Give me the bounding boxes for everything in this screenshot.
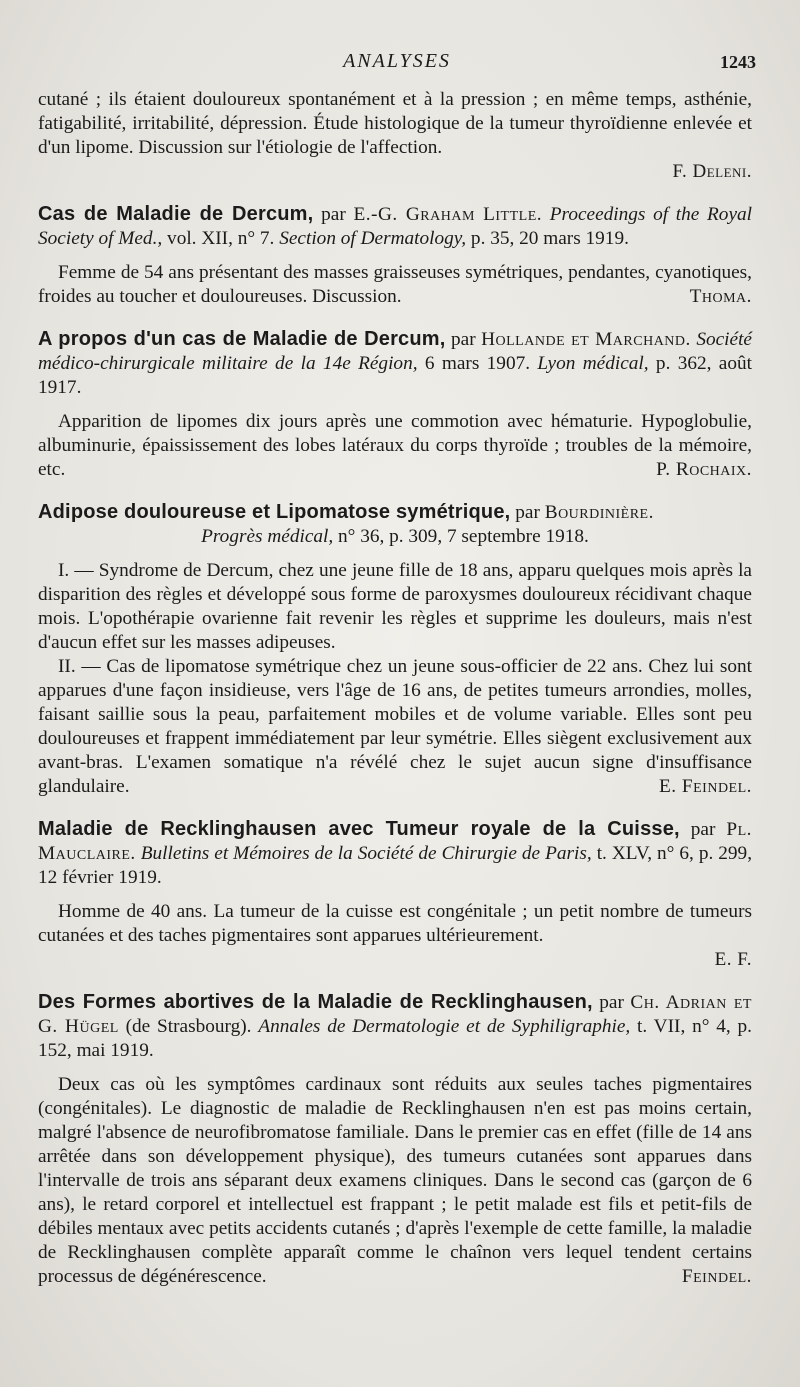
entry-body-text: Apparition de lipomes dix jours après une commotion avec hématurie. Hypoglobulie, albuminurie, épaississement des lobes latéraux du corps thyroïde ; troubles de la mémoire, etc. (38, 411, 752, 480)
entry-body-text: Femme de 54 ans présentant des masses graisseuses symétriques, pendantes, cyanotiques, froides au toucher et douloureuses. Discussion. (38, 262, 752, 307)
entry-author: Ch. Adrian et G. Hügel (38, 992, 752, 1037)
entry-section: Lyon médical, (537, 353, 649, 374)
abstract-entry (38, 202, 752, 309)
entry-heading (38, 327, 752, 400)
entry-source: Progrès médical, (201, 526, 334, 547)
entry-signature: Thoma. (689, 286, 752, 307)
entry-date: p. 35, 20 mars 1919. (470, 228, 629, 249)
entry-source: Proceedings of the Royal Society of Med., (38, 204, 752, 249)
entry-by: par (599, 992, 624, 1013)
entry-section: Section of Dermatology, (279, 228, 467, 249)
entry-body (38, 410, 752, 482)
entry-by: par (690, 819, 716, 840)
entry-author: E.-G. Graham Little. (353, 204, 543, 225)
entry-signature: E. F. (714, 949, 752, 970)
entry-details: t. VII, n° 4, p. 152, mai 1919. (38, 1016, 752, 1061)
page-number: 1243 (720, 52, 756, 72)
entry-paragraph: I. — Syndrome de Dercum, chez une jeune fille de 18 ans, apparu quelques mois après la disparition des règles et développé sous forme de paroxysmes douloureux récidivant chaque mois. L'opothérapie ovarienne fait revenir les règles et supprime les douleurs, mais n'est d'aucun effet sur les masses adipeuses. (38, 560, 752, 653)
entry-details: 6 mars 1907. (424, 353, 531, 374)
abstract-entry (38, 327, 752, 482)
entry-signature: Feindel. (681, 1266, 752, 1287)
entry-heading (38, 817, 752, 890)
entry-citation (38, 525, 752, 549)
entry-title: Des Formes abortives de la Maladie de Recklinghausen, (38, 991, 593, 1013)
entry-title: A propos d'un cas de Maladie de Dercum, (38, 328, 446, 350)
entry-source: Bulletins et Mémoires de la Société de Chirurgie de Paris, (140, 843, 592, 864)
entry-details: t. XLV, n° 6, p. 299, 12 février 1919. (38, 843, 753, 888)
entry-author: Hollande et Marchand. (481, 329, 691, 350)
entry-body (38, 261, 752, 309)
page-body (38, 88, 752, 1289)
entry-signature: P. Rochaix. (656, 459, 752, 480)
entry-title: Adipose douloureuse et Lipomatose symétrique, (38, 501, 511, 523)
running-title: ANALYSES (343, 50, 451, 72)
entry-details: n° 36, p. 309, 7 septembre 1918. (338, 526, 589, 547)
entry-author: Bourdinière. (544, 502, 654, 523)
entry-body-text: Homme de 40 ans. La tumeur de la cuisse est congénitale ; un petit nombre de tumeurs cutanées et des taches pigmentaires sont apparues ultérieurement. (38, 901, 752, 946)
entry-source: Annales de Dermatologie et de Syphiligraphie, (258, 1016, 631, 1037)
entry-author-note: (de Strasbourg). (125, 1016, 252, 1037)
entry-source: Société médico-chirurgicale militaire de la 14e Région, (38, 329, 752, 374)
entry-author: Pl. Mauclaire. (38, 819, 752, 864)
entry-title: Cas de Maladie de Dercum, (38, 203, 314, 225)
entry-date: p. 362, août 1917. (38, 353, 752, 398)
entry-signature: E. Feindel. (658, 776, 752, 797)
entry-body (38, 1073, 752, 1289)
page-header (38, 50, 756, 76)
entry-body-text: Deux cas où les symptômes cardinaux sont réduits aux seules taches pigmentaires (congénitales). Le diagnostic de maladie de Recklinghausen n'en est pas moins certain, malgré l'absence de neurofibromatose familiale. Dans le premier cas en effet (fille de 14 ans arrêtée dans son développement physique), des tumeurs cutanées sont apparues dans l'intervalle de trois ans séparant deux examens cliniques. Dans le second cas (garçon de 6 ans), le retard corporel et intellectuel est frappant ; le petit malade est fils et petit-fils de débiles mentaux avec petits accidents cutanés ; d'après l'exemple de cette famille, la maladie de Recklinghausen complète apparaît comme le chaînon vers lequel tendent certains processus de dégénérescence. (38, 1074, 752, 1287)
abstract-entry (38, 500, 752, 799)
abstract-entry (38, 990, 752, 1289)
entry-title: Maladie de Recklinghausen avec Tumeur royale de la Cuisse, (38, 818, 680, 840)
entry-paragraph (38, 655, 752, 799)
entry-by: par (515, 502, 540, 523)
entry-paragraph-text: II. — Cas de lipomatose symétrique chez un jeune sous-officier de 22 ans. Chez lui sont apparues d'une façon insidieuse, vers l'âge de 16 ans, de petites tumeurs arrondies, molles, faisant saillie sous la peau, parfaitement mobiles et de volume variable. Elles sont peu douloureuses et frappent immédiatement par leur symétrie. Elles siègent exclusivement aux avant-bras. L'examen somatique n'a révélé chez le sujet aucun signe d'insuffisance glandulaire. (38, 656, 752, 797)
entry-heading (38, 500, 752, 525)
continuation-signature: F. Deleni. (672, 161, 752, 182)
entry-by: par (321, 204, 346, 225)
entry-heading (38, 990, 752, 1063)
continuation-text: cutané ; ils étaient douloureux spontanément et à la pression ; en même temps, asthénie, fatigabilité, irritabilité, dépression. Étude histologique de la tumeur thyroïdienne enlevée et d'un lipome. Discussion sur l'étiologie de l'affection. (38, 89, 752, 158)
entry-heading (38, 202, 752, 251)
abstract-entry (38, 817, 752, 972)
entry-details: vol. XII, n° 7. (167, 228, 275, 249)
entry-by: par (451, 329, 476, 350)
